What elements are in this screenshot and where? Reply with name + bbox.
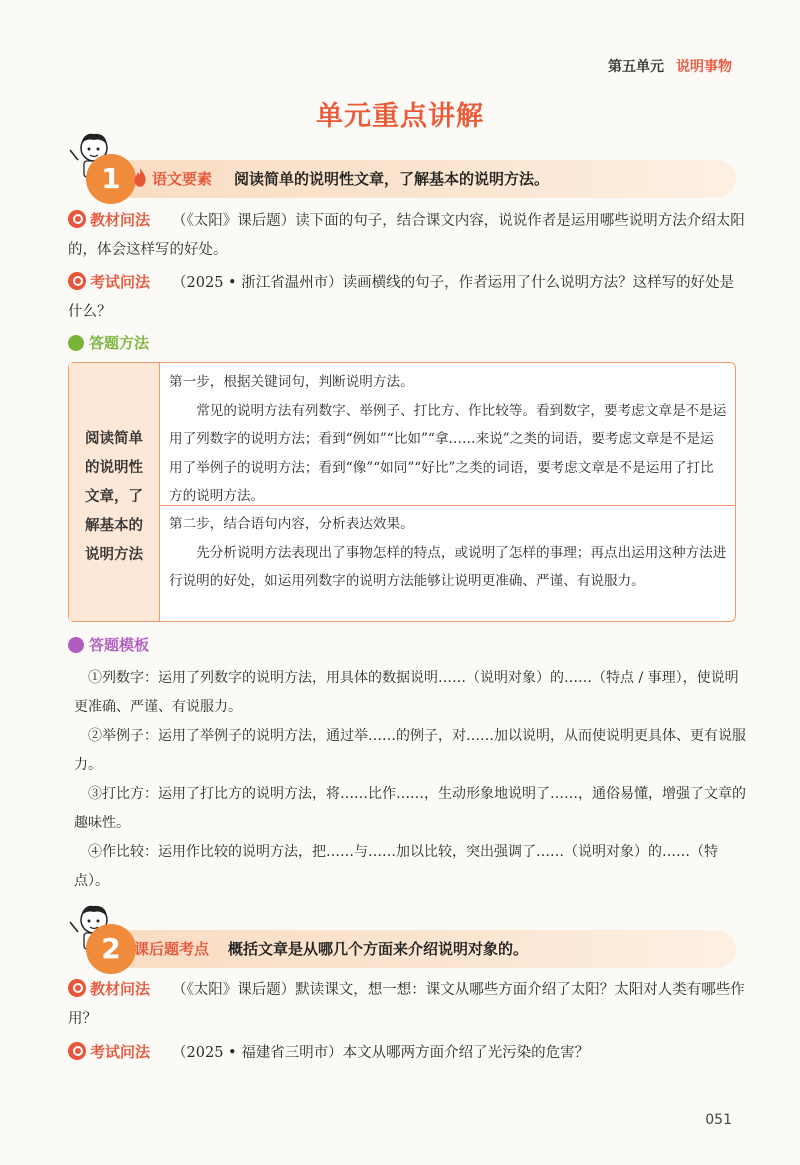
answer-method-table (68, 362, 736, 622)
section-desc: 概括文章是从哪几个方面来介绍说明对象的。 (228, 940, 529, 958)
section-number: 2 (86, 924, 136, 974)
step-1-title: 第一步，根据关键词句，判断说明方法。 (169, 374, 414, 390)
left-line: 文章，了 (85, 489, 143, 505)
section-desc: 阅读简单的说明性文章，了解基本的说明方法。 (234, 170, 550, 188)
key-icon (68, 335, 84, 351)
exam-question (68, 268, 748, 327)
template-item: ③打比方：运用了打比方的说明方法，将……比作……，生动形象地说明了……，通俗易懂，增强了文章的趣味性。 (74, 786, 746, 831)
topic-label: 说明事物 (676, 59, 732, 75)
question-tag: 考试问法 (90, 273, 151, 291)
unit-label: 第五单元 (608, 59, 664, 75)
question-text: （《太阳》课后题）默读课文，想一想：课文从哪些方面介绍了太阳？太阳对人类有哪些作用？ (68, 982, 745, 1027)
answer-method-heading: 答题方法 (68, 332, 149, 353)
left-line: 阅读简单 (85, 431, 143, 447)
answer-template-heading: 答题模板 (68, 634, 149, 655)
template-item: ④作比较：运用作比较的说明方法，把……与……加以比较，突出强调了……（说明对象）的……（特点）。 (74, 844, 718, 889)
search-icon (68, 979, 86, 997)
step-2-cell (169, 510, 727, 596)
wrench-icon (68, 637, 84, 653)
left-line: 说明方法 (85, 547, 143, 563)
running-header (608, 56, 732, 76)
left-line: 解基本的 (85, 518, 143, 534)
question-tag: 考试问法 (90, 1043, 151, 1061)
step-1-text: 常见的说明方法有列数字、举例子、打比方、作比较等。看到数字，要考虑文章是不是运用了列数字的说明方法；看到“例如”“比如”“拿……来说”之类的词语，要考虑文章是不是运用了举例子的说明方法；看到“像”“如同”“好比”之类的词语，要考虑文章是不是运用了打比方的说明方法。 (169, 402, 727, 504)
step-1-cell (169, 368, 727, 511)
step-2-text: 先分析说明方法表现出了事物怎样的特点，或说明了怎样的事理；再点出运用这种方法进行说明的好处，如运用列数字的说明方法能够让说明更准确、严谨、有说服力。 (169, 544, 727, 589)
page-number: 051 (705, 1112, 732, 1128)
table-divider (159, 505, 735, 506)
flame-icon (132, 167, 148, 189)
question-text: （2025 • 浙江省温州市）读画横线的句子，作者运用了什么说明方法？这样写的好处是什么？ (68, 275, 735, 320)
textbook-question (68, 206, 748, 265)
search-icon (68, 210, 86, 228)
question-tag: 教材问法 (90, 211, 151, 229)
table-left-cell (69, 363, 160, 621)
question-text: （2025 • 福建省三明市）本文从哪两方面介绍了光污染的危害？ (172, 1045, 590, 1061)
section-number: 1 (86, 154, 136, 204)
section-label: 语文要素 (152, 170, 213, 188)
page-title: 单元重点讲解 (316, 101, 484, 132)
answer-template-list (74, 664, 746, 896)
textbook-question (68, 975, 748, 1034)
question-text: （《太阳》课后题）读下面的句子，结合课文内容，说说作者是运用哪些说明方法介绍太阳的，体会这样写的好处。 (68, 213, 745, 258)
section-label: 课后题考点 (134, 940, 210, 958)
template-item: ①列数字：运用了列数字的说明方法，用具体的数据说明……（说明对象）的……（特点 / 事理），使说明更准确、严谨、有说服力。 (74, 670, 739, 715)
question-tag: 教材问法 (90, 980, 151, 998)
left-line: 的说明性 (85, 460, 143, 476)
search-icon (68, 272, 86, 290)
step-2-title: 第二步，结合语句内容，分析表达效果。 (169, 516, 414, 532)
search-icon (68, 1042, 86, 1060)
section-1-banner (90, 160, 736, 198)
section-2-banner (90, 930, 736, 968)
template-item: ②举例子：运用了举例子的说明方法，通过举……的例子，对……加以说明，从而使说明更具体、更有说服力。 (74, 728, 746, 773)
exam-question (68, 1038, 748, 1068)
